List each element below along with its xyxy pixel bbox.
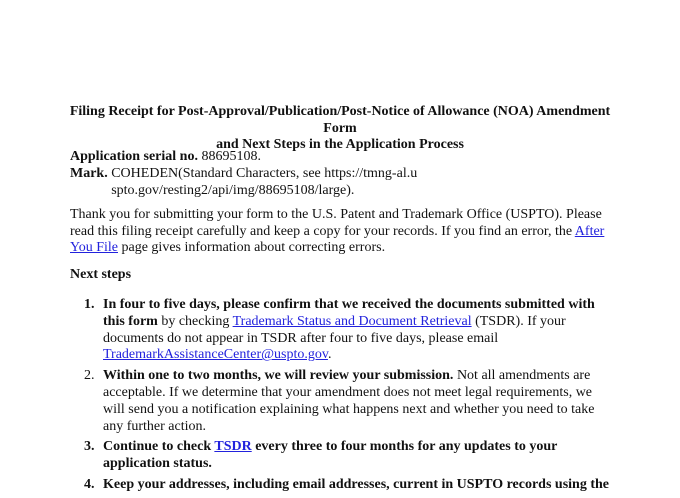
intro-paragraph xyxy=(70,207,615,257)
item-bold-text: Continue to check xyxy=(103,439,215,455)
list-item xyxy=(70,297,615,364)
title-line-1: Filing Receipt for Post-Approval/Publication/Post-Notice of Allowance (NOA) Amendment Form xyxy=(69,104,611,136)
item-number: 1. xyxy=(84,297,95,312)
item-bold-text: Keep your addresses, including email addresses, current in USPTO records using the xyxy=(103,476,609,492)
item-bold-text: Within one to two months, we will review your submission. xyxy=(103,368,454,384)
mark-label: Mark. xyxy=(70,166,108,181)
title-line-2: and Next Steps in the Application Process xyxy=(216,137,464,152)
intro-text-after: page gives information about correcting errors. xyxy=(118,240,386,255)
after-you-file-link[interactable]: After You File xyxy=(70,223,605,255)
intro-text: Thank you for submitting your form to the U.S. Patent and Trademark Office (USPTO). Please read this filing receipt carefully and keep a copy for your records. If you find an error, the xyxy=(70,207,602,239)
item-text: by checking xyxy=(157,313,233,329)
list-item xyxy=(70,368,615,435)
page-title xyxy=(60,104,620,154)
item-number: 2. xyxy=(84,368,95,384)
item-number: 3. xyxy=(84,439,95,455)
tsdr-link[interactable]: TSDR xyxy=(214,439,252,455)
serial-value: 88695108. xyxy=(201,149,261,164)
item-text: (TSDR). If your documents do not appear in TSDR after four to five days, please email xyxy=(103,313,566,346)
item-text: . xyxy=(327,347,332,363)
item-bold-text: In four to five days, please confirm that we received the documents submitted with this form xyxy=(103,297,595,329)
serial-label: Application serial no. xyxy=(70,149,198,164)
tac-email-link[interactable]: TrademarkAssistanceCenter@uspto.gov xyxy=(103,347,328,363)
item-text: Not all amendments are acceptable. If we determine that your amendment does not meet legal requirements, we will send you a notification explaining what happens next and whether you need to take any further action. xyxy=(103,368,595,434)
item-bold-text: every three to four months for any updates to your application status. xyxy=(103,439,558,472)
next-steps-heading: Next steps xyxy=(70,267,132,282)
mark-value: COHEDEN(Standard Characters, see https://tmng-al.uspto.gov/resting2/api/img/88695108/large). xyxy=(111,166,418,198)
tsdr-full-link[interactable]: Trademark Status and Document Retrieval xyxy=(232,313,472,329)
list-item xyxy=(70,439,615,473)
item-number: 4. xyxy=(84,476,95,492)
list-item xyxy=(70,477,615,494)
next-steps-list xyxy=(70,297,615,498)
application-info xyxy=(70,148,615,199)
